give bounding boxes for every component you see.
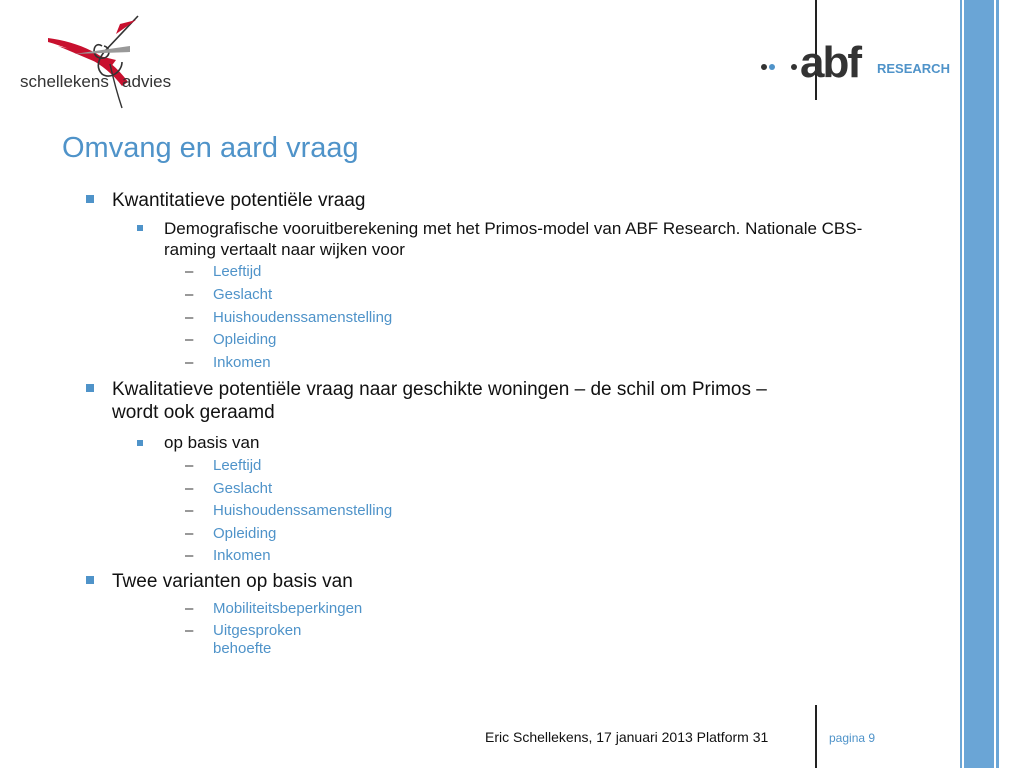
list-item: Geslacht — [213, 480, 273, 497]
slide-title: Omvang en aard vraag — [62, 132, 359, 164]
dash-icon: – — [185, 354, 194, 371]
list-item: Inkomen — [213, 354, 271, 371]
list-item: Leeftijd — [213, 457, 262, 474]
logo-text-advies: advies — [122, 72, 172, 91]
abf-research-text: RESEARCH — [877, 61, 950, 76]
schellekens-logo — [18, 12, 178, 112]
list-item: Inkomen — [213, 547, 271, 564]
abf-wordmark: abf — [800, 38, 860, 87]
bullet-square-icon — [86, 384, 94, 392]
list-item: Leeftijd — [213, 263, 262, 280]
dash-icon: – — [185, 525, 194, 542]
bullet-3-text: Twee varianten op basis van — [112, 571, 353, 592]
side-stripe-outline — [996, 0, 1024, 768]
list-item: Huishoudenssamenstelling — [213, 502, 393, 519]
dash-icon: – — [185, 457, 194, 474]
dash-icon: – — [185, 547, 194, 564]
abf-dots-icon — [758, 60, 798, 74]
bullet-1-sub-text: Demografische vooruitberekening met het Primos-model van ABF Research. Nationale CBS-raming vertaalt naar wijken voor — [164, 219, 863, 259]
bullet-2-text: Kwalitatieve potentiële vraag naar geschikte woningen – de schil om Primos – wordt ook geraamd — [112, 379, 767, 423]
footer-divider — [815, 705, 817, 768]
footer-text: Eric Schellekens, 17 januari 2013 Platform 31 — [485, 729, 769, 745]
list-item: Opleiding — [213, 525, 277, 542]
list-item: Geslacht — [213, 286, 273, 303]
list-item: Huishoudenssamenstelling — [213, 309, 393, 326]
bullet-square-icon — [86, 195, 94, 203]
dash-icon: – — [185, 331, 194, 348]
side-stripe-thin — [960, 0, 962, 768]
sub-bullet-square-icon — [137, 225, 143, 231]
abf-research-logo — [752, 40, 962, 90]
logo-text-schellekens: schellekens — [20, 72, 109, 91]
dash-icon: – — [185, 600, 194, 617]
dash-icon: – — [185, 286, 194, 303]
dash-icon: – — [185, 502, 194, 519]
sub-bullet-square-icon — [137, 440, 143, 446]
bullet-square-icon — [86, 576, 94, 584]
dash-icon: – — [185, 309, 194, 326]
page-number: pagina 9 — [829, 731, 876, 745]
schellekens-logo-mark-icon — [18, 12, 178, 112]
list-item: Uitgesproken behoefte — [213, 622, 302, 657]
dash-icon: – — [185, 622, 194, 639]
side-stripe-wide — [964, 0, 994, 768]
dash-icon: – — [185, 263, 194, 280]
dash-icon: – — [185, 480, 194, 497]
list-item: Mobiliteitsbeperkingen — [213, 600, 363, 617]
bullet-2-sub-text: op basis van — [164, 433, 260, 452]
bullet-1-text: Kwantitatieve potentiële vraag — [112, 190, 366, 211]
list-item: Opleiding — [213, 331, 277, 348]
